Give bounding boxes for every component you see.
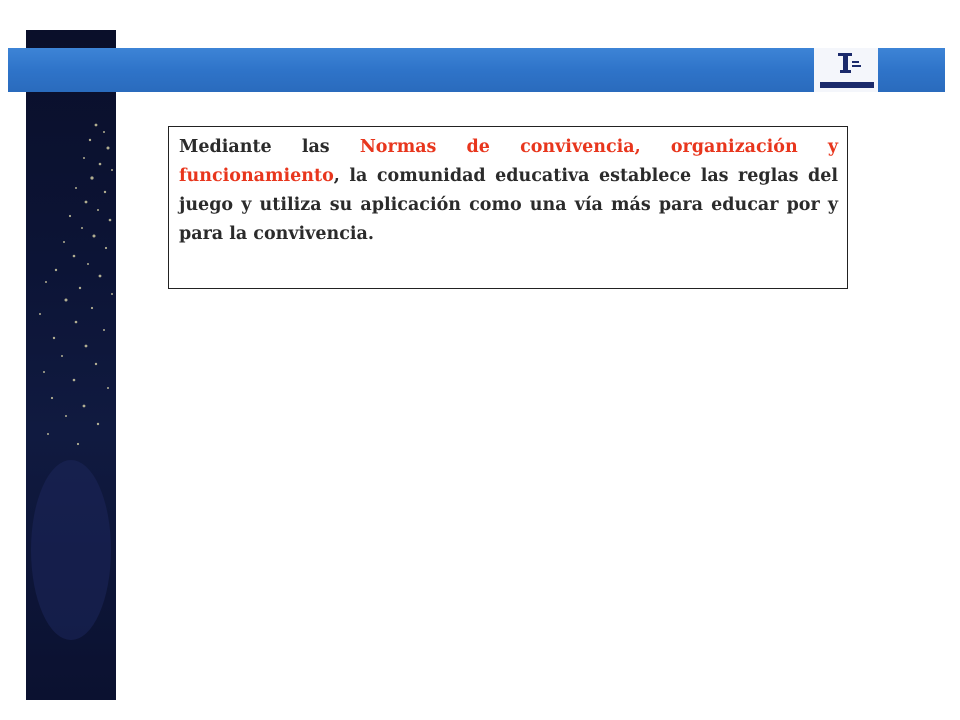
header-band [8,48,945,92]
night-satellite-image [26,30,116,700]
castilla-la-mancha-logo [814,48,878,92]
statement-highlight: Normas de convivencia, organización y funcionamiento [179,137,838,186]
statement-box [168,126,848,289]
statement-text [179,133,838,249]
statement-intro: Mediante las [179,137,360,157]
statement-rest: , la comunidad educativa establece las reglas del juego y utiliza su aplicación como una vía más para educar por y para la convivencia. [179,166,838,244]
